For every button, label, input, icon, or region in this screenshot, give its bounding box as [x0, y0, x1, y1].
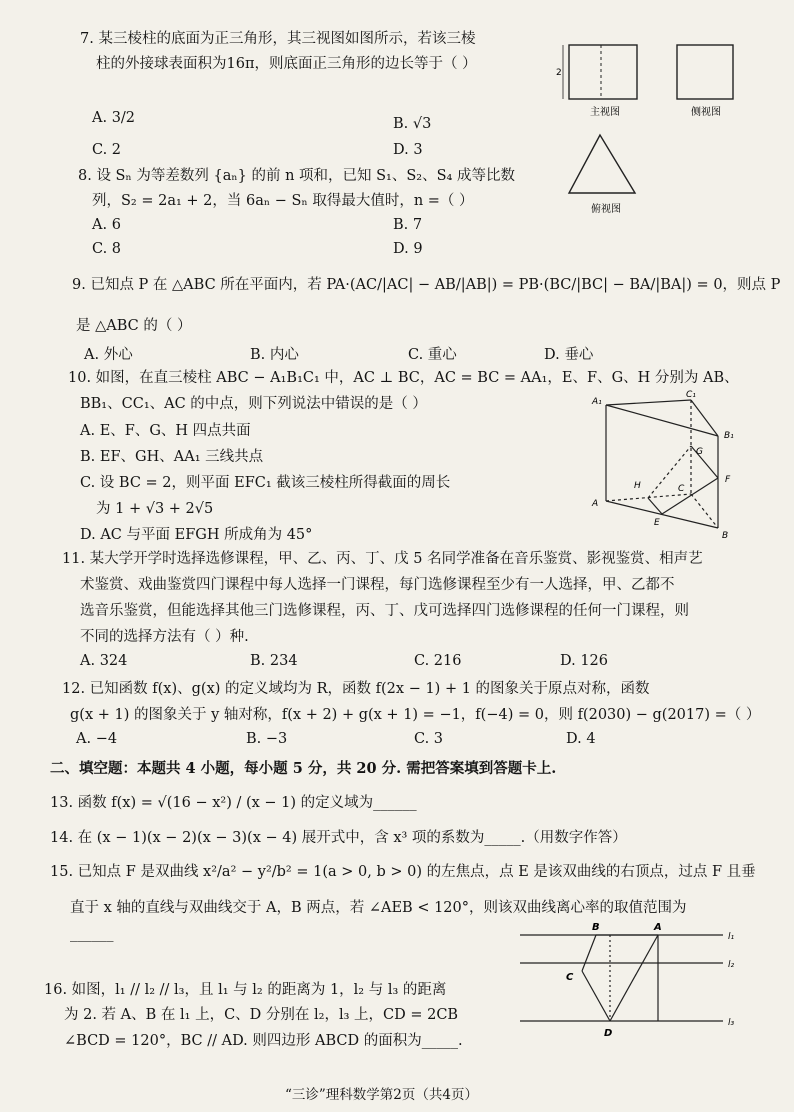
q12-line2: g(x + 1) 的图象关于 y 轴对称，f(x + 2) + g(x + 1) = −1，f(−4) = 0，则 f(2030) − g(2017) =（ ） — [70, 707, 761, 723]
front-view — [556, 45, 637, 99]
vertex-c1-label: C₁ — [686, 390, 696, 400]
q14: 14. 在 (x − 1)(x − 2)(x − 3)(x − 4) 展开式中，含 x³ 项的系数为_____.（用数字作答） — [50, 830, 627, 846]
vertex-a1-label: A₁ — [592, 397, 602, 407]
q8-option-c: C. 8 — [92, 241, 122, 257]
point-a-label: A — [654, 922, 662, 933]
point-c-label: C — [566, 972, 574, 983]
top-view-label: 俯视图 — [591, 204, 621, 215]
q8-option-b: B. 7 — [393, 217, 423, 233]
three-view-figure — [555, 40, 755, 220]
section-heading-fill-in: 二、填空题：本题共 4 小题，每小题 5 分，共 20 分. 需把答案填到答题卡上. — [50, 760, 557, 777]
q10-line2: BB₁、CC₁、AC 的中点，则下列说法中错误的是（ ） — [80, 396, 427, 412]
q10-option-c-line2: 为 1 + √3 + 2√5 — [96, 501, 214, 517]
q9-line2: 是 △ABC 的（ ） — [76, 318, 192, 334]
q11-option-b: B. 234 — [250, 653, 298, 669]
vertex-a-label: A — [592, 499, 599, 509]
line-l3-label: l₃ — [728, 1018, 735, 1028]
q8-line2: 列，S₂ = 2a₁ + 2，当 6aₙ − Sₙ 取得最大值时，n =（ ） — [92, 193, 474, 209]
q8-option-d: D. 9 — [393, 241, 423, 257]
q7-option-a: A. 3/2 — [92, 110, 136, 126]
q15-line1: 15. 已知点 F 是双曲线 x²/a² − y²/b² = 1(a > 0, b > 0) 的左焦点，点 E 是该双曲线的右顶点，过点 F 且垂 — [50, 864, 756, 880]
q11-line2: 术鉴赏、戏曲鉴赏四门课程中每人选择一门课程，每门选修课程至少有一人选择，甲、乙都不 — [80, 577, 675, 593]
point-f-label: F — [725, 475, 731, 485]
point-g-label: G — [696, 447, 703, 457]
q15-line3: ______ — [70, 926, 114, 942]
top-view — [569, 135, 635, 193]
point-d-label: D — [604, 1028, 613, 1039]
line-l2-label: l₂ — [728, 960, 735, 970]
q12-option-b: B. −3 — [246, 731, 288, 747]
q12-option-c: C. 3 — [414, 731, 444, 747]
prism-figure — [588, 388, 748, 543]
point-b-label: B — [592, 922, 600, 933]
q9-option-b: B. 内心 — [250, 347, 299, 363]
page-footer: “三诊”理科数学第2页（共4页） — [285, 1087, 478, 1103]
vertex-b1-label: B₁ — [724, 431, 734, 441]
q11-option-c: C. 216 — [414, 653, 462, 669]
q11-option-d: D. 126 — [560, 653, 609, 669]
q10-option-b: B. EF、GH、AA₁ 三线共点 — [80, 449, 264, 465]
q10-option-d: D. AC 与平面 EFGH 所成角为 45° — [80, 527, 313, 543]
q9-option-c: C. 重心 — [408, 347, 457, 363]
q7-line1: 7. 某三棱柱的底面为正三角形，其三视图如图所示，若该三棱 — [80, 31, 476, 47]
q10-line1: 10. 如图，在直三棱柱 ABC − A₁B₁C₁ 中，AC ⊥ BC，AC = BC = AA₁，E、F、G、H 分别为 AB、 — [68, 370, 739, 386]
q9-line1: 9. 已知点 P 在 △ABC 所在平面内，若 PA·(AC/|AC| − AB/|AB|) = PB·(BC/|BC| − BA/|BA|) = 0，则点 P — [72, 277, 781, 293]
vertex-c-label: C — [678, 484, 685, 494]
q7-option-d: D. 3 — [393, 142, 423, 158]
point-h-label: H — [634, 481, 641, 491]
q8-line1: 8. 设 Sₙ 为等差数列 {aₙ} 的前 n 项和，已知 S₁、S₂、S₄ 成等比数 — [78, 168, 515, 184]
q16-line3: ∠BCD = 120°，BC // AD. 则四边形 ABCD 的面积为_____. — [64, 1033, 463, 1049]
q12-line1: 12. 已知函数 f(x)、g(x) 的定义域均为 R，函数 f(2x − 1) + 1 的图象关于原点对称，函数 — [62, 681, 650, 697]
q7-option-b: B. √3 — [393, 116, 432, 132]
line-l1-label: l₁ — [728, 932, 735, 942]
side-view — [677, 45, 733, 99]
q11-line4: 不同的选择方法有（ ）种. — [80, 629, 249, 645]
q9-option-d: D. 垂心 — [544, 347, 594, 363]
q7-option-c: C. 2 — [92, 142, 122, 158]
q16-line1: 16. 如图，l₁ // l₂ // l₃，且 l₁ 与 l₂ 的距离为 1，l₂ 与 l₃ 的距离 — [44, 982, 447, 998]
q10-option-a: A. E、F、G、H 四点共面 — [80, 423, 251, 439]
side-view-label: 侧视图 — [691, 107, 721, 118]
q12-option-a: A. −4 — [76, 731, 118, 747]
q11-line1: 11. 某大学开学时选择选修课程，甲、乙、丙、丁、戊 5 名同学准备在音乐鉴赏、影视鉴赏、相声艺 — [62, 551, 703, 567]
vertex-b-label: B — [722, 531, 729, 541]
q13: 13. 函数 f(x) = √(16 − x²) / (x − 1) 的定义域为______ — [50, 795, 417, 811]
q11-option-a: A. 324 — [80, 653, 128, 669]
q10-option-c-line1: C. 设 BC = 2，则平面 EFC₁ 截该三棱柱所得截面的周长 — [80, 475, 451, 491]
front-view-label: 主视图 — [590, 107, 620, 118]
q15-line2: 直于 x 轴的直线与双曲线交于 A，B 两点，若 ∠AEB < 120°，则该双曲线离心率的取值范围为 — [70, 900, 687, 916]
q9-option-a: A. 外心 — [84, 347, 133, 363]
q11-line3: 选音乐鉴赏，但能选择其他三门选修课程，丙、丁、戊可选择四门选修课程的任何一门课程，则 — [80, 603, 689, 619]
q8-option-a: A. 6 — [92, 217, 121, 233]
dimension-label: 2 — [556, 68, 562, 78]
q7-line2: 柱的外接球表面积为16π，则底面正三角形的边长等于（ ） — [96, 56, 477, 72]
point-e-label: E — [654, 518, 660, 528]
q16-line2: 为 2. 若 A、B 在 l₁ 上，C、D 分别在 l₂，l₃ 上，CD = 2CB — [64, 1007, 459, 1023]
parallel-lines-figure — [518, 918, 748, 1043]
q12-option-d: D. 4 — [566, 731, 596, 747]
